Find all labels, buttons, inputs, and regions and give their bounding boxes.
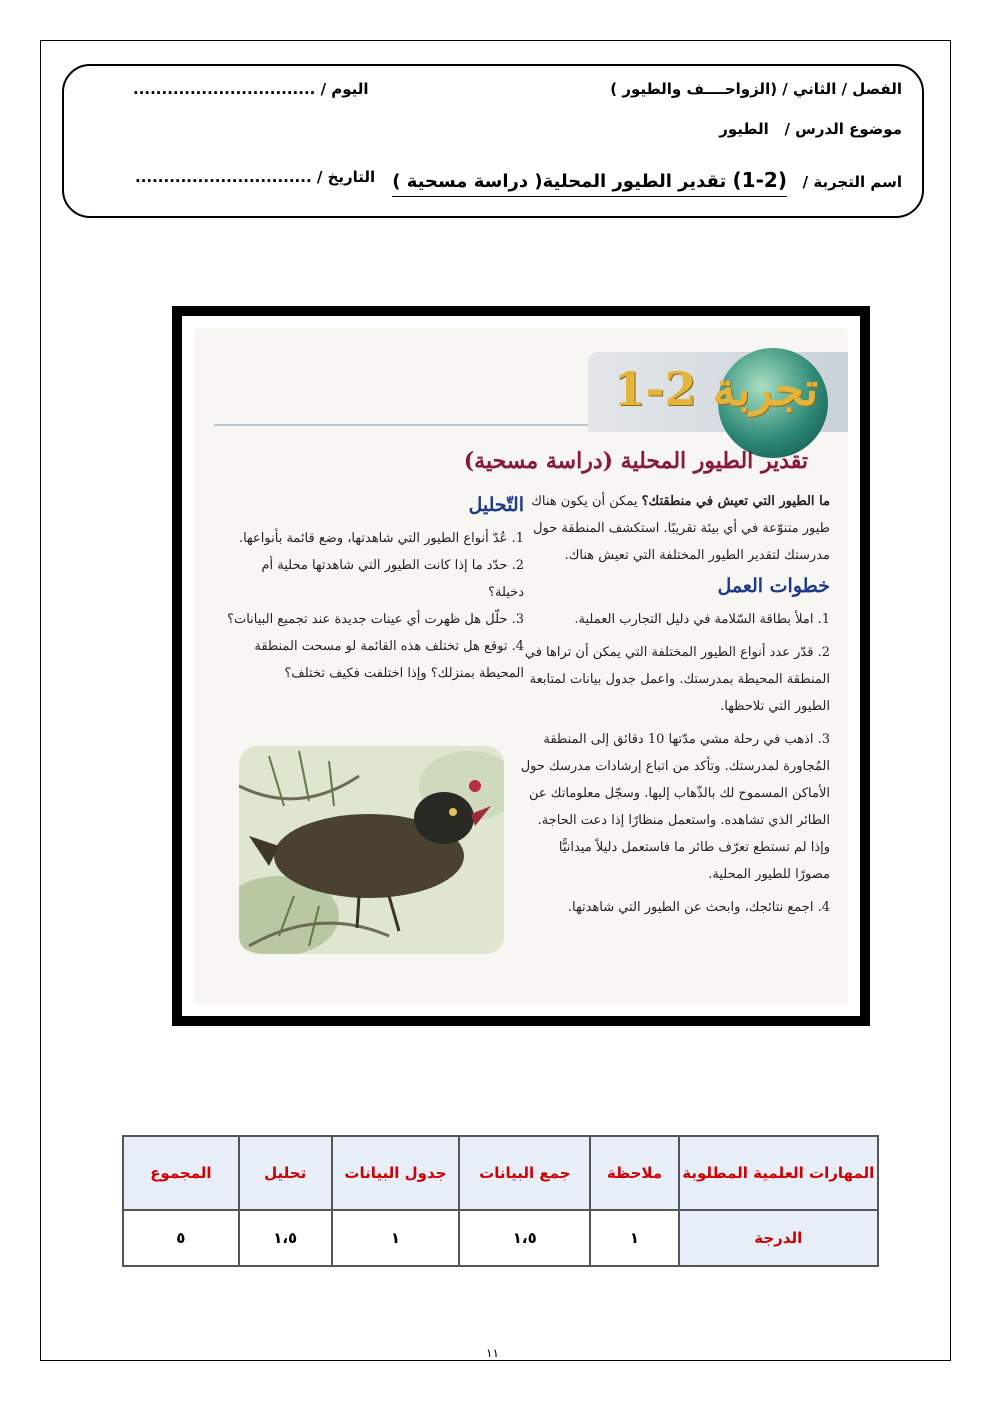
table-header-cell: تحليل <box>239 1136 332 1210</box>
procedure-step: 2. قدّر عدد أنواع الطيور المختلفة التي يمكن أن تراها في المنطقة المحيطة بمدرستك. واعمل جدول بيانات لمتابعة الطيور التي تلاحظها. <box>524 645 830 714</box>
procedure-step: 1. املأ بطاقة السّلامة في دليل التجارب العملية. <box>574 612 830 627</box>
bird-photo <box>239 746 504 954</box>
experiment-badge: تجربة 2-1 <box>613 362 818 416</box>
textbook-figure <box>172 306 870 1026</box>
figure-title: تقدير الطيور المحلية (دراسة مسحية) <box>463 448 808 474</box>
intro-text: يمكن أن يكون هناك طيور متنوّعة في أي بيئة تقريبًا. استكشف المنطقة حول مدرستك لتقدير الطيور المختلفة التي تعيش هناك. <box>531 494 830 563</box>
table-header-cell: المجموع <box>123 1136 239 1210</box>
table-header-cell: جدول البيانات <box>332 1136 460 1210</box>
experiment-title: تقدير الطيور المحلية( دراسة مسحية ) <box>392 171 727 192</box>
skills-table <box>122 1135 879 1267</box>
lesson-line <box>719 120 902 138</box>
banner-rule <box>214 424 598 426</box>
table-cell: ١ <box>590 1210 678 1266</box>
analysis-question: 3. حلّل هل ظهرت أي عينات جديدة عند تجميع البيانات؟ <box>227 612 524 627</box>
figure-page <box>194 328 848 1004</box>
experiment-title-wrap <box>392 168 787 197</box>
figure-inner <box>179 313 863 1019</box>
procedure-column <box>520 488 830 927</box>
table-header-cell: جمع البيانات <box>459 1136 590 1210</box>
experiment-line <box>392 168 902 192</box>
table-cell: الدرجة <box>679 1210 878 1266</box>
lesson-value: الطيور <box>719 120 769 138</box>
procedure-step: 4. اجمع نتائجك، وابحث عن الطيور التي شاهدتها. <box>567 900 830 915</box>
day-dots: ................................ <box>133 80 316 98</box>
date-dots: ............................... <box>135 168 312 186</box>
date-field <box>135 168 375 186</box>
lesson-label: موضوع الدرس / <box>784 120 902 138</box>
analysis-question: 2. حدّد ما إذا كانت الطيور التي شاهدتها محلية أم دخيلة؟ <box>261 558 524 600</box>
table-row <box>123 1210 878 1266</box>
chapter-label: الفصل / الثاني / <box>782 80 902 98</box>
table-header-row <box>123 1136 878 1210</box>
bird-illustration <box>239 746 504 954</box>
table-cell: ١،٥ <box>459 1210 590 1266</box>
procedure-heading: خطوات العمل <box>717 575 830 597</box>
day-label: اليوم / <box>320 80 369 98</box>
experiment-number: (2-1) <box>732 168 787 192</box>
experiment-label: اسم التجربة / <box>802 173 902 191</box>
analysis-column <box>224 488 524 687</box>
page-number: ١١ <box>486 1346 499 1360</box>
date-label: التاريخ / <box>316 168 376 186</box>
analysis-question: 4. توقع هل تختلف هذه القائمة لو مسحت المنطقة المحيطة بمنزلك؟ وإذا اختلفت فكيف تختلف؟ <box>254 639 524 681</box>
procedure-step: 3. اذهب في رحلة مشي مدّتها 10 دقائق إلى المنطقة المُجاورة لمدرستك. وتأكد من اتباع إرشادات مدرسك حول الأماكن المسموح لك بالذّهاب إليها. وسجّل معلوماتك عن الطائر الذي تشاهده. واستعمل منظارًا إذا دعت الحاجة. وإذا لم تستطع تعرّف طائر ما فاستعمل دليلاً ميدانيًّا مصورًا للطيور المحلية. <box>520 732 830 882</box>
intro-paragraph <box>520 488 830 569</box>
table-header-cell: المهارات العلمية المطلوبة <box>679 1136 878 1210</box>
table-cell: ١ <box>332 1210 460 1266</box>
table-header-cell: ملاحظة <box>590 1136 678 1210</box>
experiment-banner <box>214 352 848 432</box>
analysis-question: 1. عُدّ أنواع الطيور التي شاهدتها، وضع قائمة بأنواعها. <box>238 531 524 546</box>
intro-question: ما الطيور التي تعيش في منطقتك؟ <box>641 494 830 509</box>
chapter-line <box>610 80 902 98</box>
day-field <box>133 80 369 98</box>
table-cell: ٥ <box>123 1210 239 1266</box>
analysis-heading: التّحليل <box>468 494 524 516</box>
table-cell: ١،٥ <box>239 1210 332 1266</box>
chapter-topic: (الزواحــــف والطيور ) <box>610 80 778 98</box>
